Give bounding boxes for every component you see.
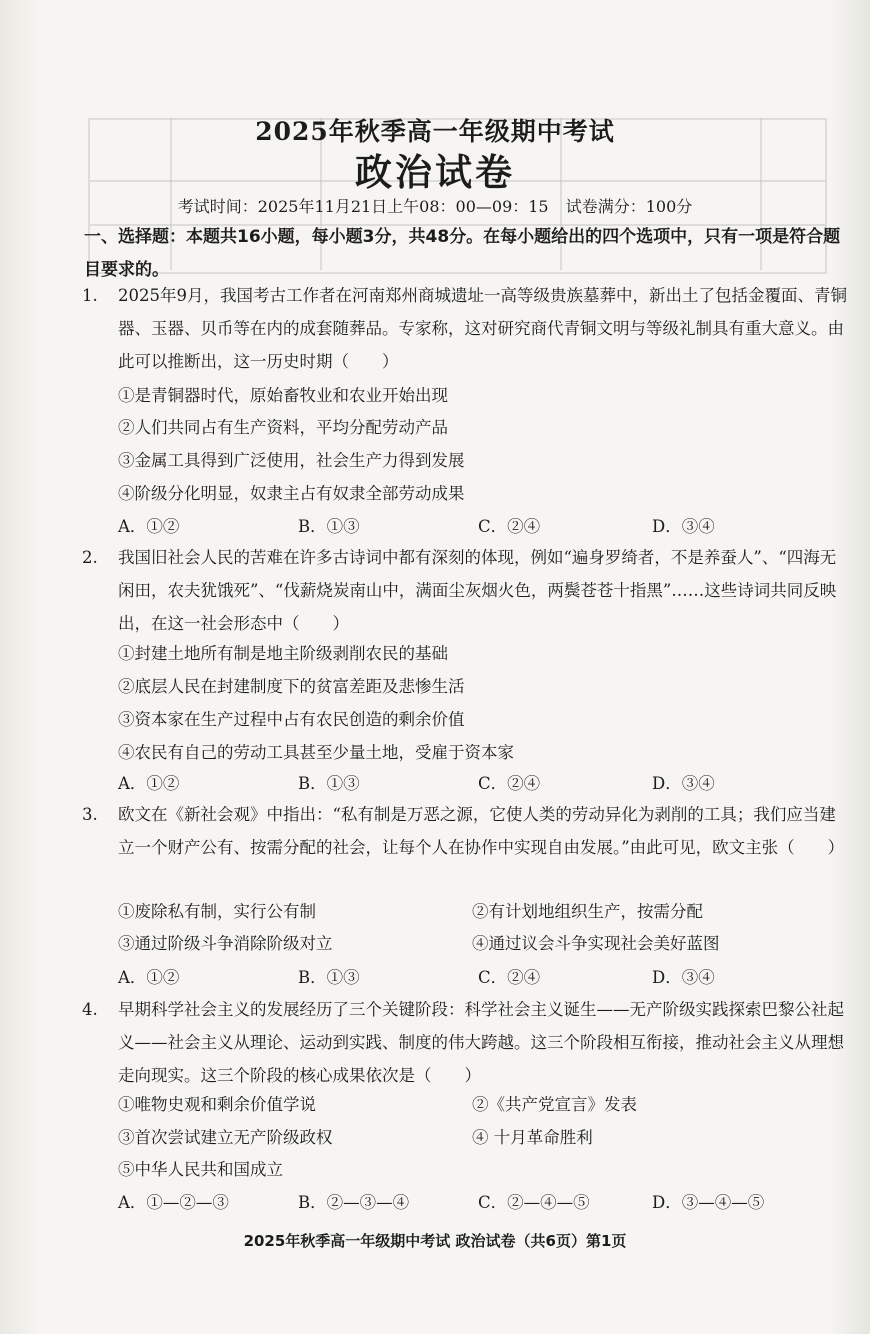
question-4 [82,993,852,1092]
statement-option: ②底层人民在封建制度下的贫富差距及悲惨生活 [118,677,465,696]
answer-choice-b[interactable]: B．①③ [298,968,360,987]
answer-choice-c[interactable]: C．②④ [478,774,541,793]
answer-choice-a[interactable]: A．①—②—③ [118,1193,229,1212]
exam-title: 2025年秋季高一年级期中考试 [255,117,615,146]
statement-option: ③通过阶级斗争消除阶级对立 [118,934,333,953]
statement-option: ①废除私有制，实行公有制 [118,902,316,921]
answer-choice-b[interactable]: B．②—③—④ [298,1193,410,1212]
statement-option: ②《共产党宣言》发表 [472,1095,637,1114]
statement-option: ④农民有自己的劳动工具甚至少量土地，受雇于资本家 [118,743,514,762]
statement-option: ③金属工具得到广泛使用，社会生产力得到发展 [118,451,465,470]
exam-meta [0,194,870,217]
statement-option: ①唯物史观和剩余价值学说 [118,1095,316,1114]
page-footer: 2025年秋季高一年级期中考试 政治试卷（共6页）第1页 [243,1232,627,1250]
question-3 [82,798,852,864]
question-stem: 欧文在《新社会观》中指出：“私有制是万恶之源，它使人类的劳动异化为剥削的工具；我们应当建立一个财产公有、按需分配的社会，让每个人在协作中实现自由发展。”由此可见，欧文主张（ ） [118,805,845,857]
statement-option: ⑤中华人民共和国成立 [118,1160,283,1179]
statement-option: ①封建土地所有制是地主阶级剥削农民的基础 [118,644,448,663]
question-stem: 早期科学社会主义的发展经历了三个关键阶段：科学社会主义诞生——无产阶级实践探索巴黎公社起义——社会主义从理论、运动到实践、制度的伟大跨越。这三个阶段相互衔接，推动社会主义从理想走向现实。这三个阶段的核心成果依次是（ ） [118,1000,844,1085]
statement-option: ④阶级分化明显，奴隶主占有奴隶全部劳动成果 [118,484,465,503]
statement-option: ④ 十月革命胜利 [472,1128,593,1147]
question-number: 1. [82,286,98,305]
answer-choice-b[interactable]: B．①③ [298,517,360,536]
answer-choice-c[interactable]: C．②④ [478,517,541,536]
answer-choice-d[interactable]: D．③—④—⑤ [652,1193,765,1212]
statement-option: ③首次尝试建立无产阶级政权 [118,1128,333,1147]
answer-choice-a[interactable]: A．①② [118,968,180,987]
answer-choice-a[interactable]: A．①② [118,774,180,793]
question-number: 2. [82,548,98,567]
answer-choice-d[interactable]: D．③④ [652,517,715,536]
answer-choice-d[interactable]: D．③④ [652,774,715,793]
answer-choice-b[interactable]: B．①③ [298,774,360,793]
answer-choice-c[interactable]: C．②—④—⑤ [478,1193,590,1212]
statement-option: ①是青铜器时代，原始畜牧业和农业开始出现 [118,386,448,405]
answer-choice-d[interactable]: D．③④ [652,968,715,987]
statement-option: ③资本家在生产过程中占有农民创造的剩余价值 [118,710,465,729]
section-heading: 一、选择题：本题共16小题，每小题3分，共48分。在每小题给出的四个选项中，只有一项是符合题目要求的。 [84,227,841,280]
statement-option: ④通过议会斗争实现社会美好蓝图 [472,934,720,953]
statement-option: ②有计划地组织生产，按需分配 [472,902,703,921]
exam-time: 考试时间：2025年11月21日上午08：00—09：15 [177,197,549,216]
question-number: 3. [82,805,98,824]
question-stem: 我国旧社会人民的苦难在许多古诗词中都有深刻的体现，例如“遍身罗绮者，不是养蚕人”、“四海无闲田，农夫犹饿死”、“伐薪烧炭南山中，满面尘灰烟火色，两鬓苍苍十指黑”……这些诗词共同反映出，在这一社会形态中（ ） [118,548,837,633]
question-number: 4. [82,1000,98,1019]
answer-choice-a[interactable]: A．①② [118,517,180,536]
statement-option: ②人们共同占有生产资料，平均分配劳动产品 [118,418,448,437]
exam-subtitle: 政治试卷 [355,150,515,194]
exam-score: 试卷满分：100分 [565,197,693,216]
answer-choice-c[interactable]: C．②④ [478,968,541,987]
question-1 [82,279,852,378]
question-stem: 2025年9月，我国考古工作者在河南郑州商城遗址一高等级贵族墓葬中，新出土了包括金覆面、青铜器、玉器、贝币等在内的成套随葬品。专家称，这对研究商代青铜文明与等级礼制具有重大意义。由此可以推断出，这一历史时期（ ） [118,286,847,371]
question-2 [82,541,852,640]
